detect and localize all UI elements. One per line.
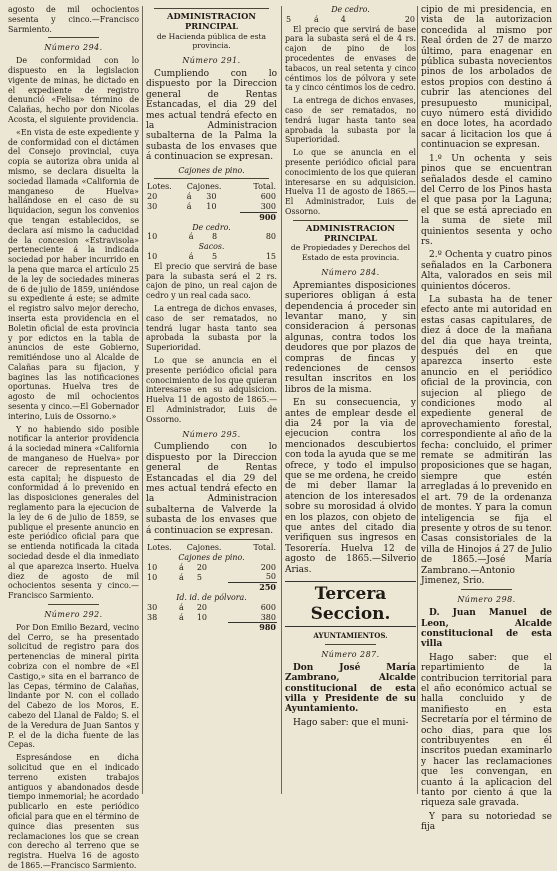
table-row: [146, 202, 277, 212]
table-cell: 380: [260, 612, 276, 622]
paragraph: Hago saber: que el muni-: [293, 717, 409, 728]
table-cell: á: [179, 612, 184, 622]
section-heading: ADMINISTRACION PRINCIPAL: [167, 11, 256, 31]
table-caption: Cajones de pino.: [178, 552, 245, 562]
table-cell: 600: [260, 192, 276, 202]
table-row: [285, 15, 416, 25]
table-cell: 10: [147, 252, 158, 262]
column-rule: [281, 6, 282, 794]
table-total: 900: [240, 212, 277, 222]
paragraph: Hago saber: que el repartimiento de la contribucion territorial para el año económico actual se halla concluido y de manifiesto en esta Secretaría por el término de ocho dias, para que los contribuyentes en él inscritos puedan examinarlo y hacer las reclamaciones que les convengan, en cuanto á la aplicacion del tanto por ciento á que la riqueza sale gravada.: [421, 652, 552, 809]
table-header: Total.: [253, 543, 276, 553]
divider: [325, 644, 376, 645]
paragraph: La subasta ha de tener efecto ante mi autoridad en estas casas capitulares, de diez á doce de la mañana del dia que haya treinta, después del en que aparezca inserto este anuncio en el periódico oficial de la provincia, con sujecion al pliego de condiciones modo al expediente general de aprovechamiento forestal, correspondiente al año de la fecha: concluido, el primer remate se admitirán las proposiciones que se hagan, siempre que estén arregladas á lo prevenido en el art. 79 de la ordenanza de montes. Y para la comun inteligencia se fija el presente y otros de su tenor. Casas consistoriales de la villa de Hinojos á 27 de Julio de 1865.—José María Zambrano.—Antonio Jimenez, Srio.: [421, 294, 552, 586]
table-cell: 4: [340, 14, 346, 24]
paragraph: El precio que servirá de base para la subasta será el de 4 rs. cajon de pino de los procedentes de envases de tabacos, un real setenta y cinco céntimos los de pólvora y sete ta y cinco céntimos los de cedro.: [285, 24, 416, 93]
table-cell: 10: [147, 572, 158, 582]
table-cell: 8: [211, 232, 218, 242]
paragraph: Lo que se anuncia en el presente periódico oficial para conocimiento de los que quieran interesarse en su adquisicion. Huelva 11 de agosto de 1865.—El Administrador, Luis de Ossorno.: [146, 355, 277, 424]
lots-table: [146, 182, 277, 222]
table-cell: 15: [265, 252, 276, 262]
table-cell: 5: [196, 572, 202, 582]
table-caption: De cedro.: [192, 222, 231, 232]
divider: [461, 589, 512, 590]
table-cell: 80: [265, 232, 276, 242]
paragraph: 1.º Un ochenta y seis pinos que se encuentran señalados desde el camino del Cerro de los Pinos hasta el que pasa por la Laguna; el que se está apreciado en la suma de siete mil quinientos sesenta y ocho rs.: [421, 153, 552, 247]
paragraph: «En vista de este expediente y de conformidad con el dictámen del Consejo provincial, cuya copia se autoriza obra unida al mismo, se declara disuelta la sociedad llamada «California de manganeso de Huelva» hallándose en el caso de su liquidacion, segun los convenios que tengan establecidos, se declara así mismo la caducidad de la concesion «Estravisola» perteneciente á la indicada sociedad por haber incurrido en la pena que marca el artículo 25 de la ley de sociedades mineras de 6 de julio de 1859, uniéndose su expediente á este; se admite el registro salvo mejor derecho, inserta esta providencia en el Boletin oficial de esta provincia y por edictos en la tabla de anuncios de este Gobierno, remitiéndose uno al Alcalde de Calañas para su fijacion, y bagines las las notificaciones oportunas. Huelva tres de agosto de mil ochocientos sesenta y cinco.—El Gobernador interino, Luis de Ossorno.»: [8, 127, 139, 421]
lots-table: [146, 563, 277, 593]
table-cell: 30: [206, 192, 217, 202]
paragraph: 2.º Ochenta y cuatro pinos señalados en la Carbonera Alta, valorados en seis mil quinientos dóceros.: [421, 250, 552, 292]
table-caption: Cajones de pino.: [178, 165, 245, 175]
table-cell: 10: [147, 232, 158, 242]
paragraph: Apremiantes disposiciones superiores obligan á esta dependencia á proceder sin levantar mano, y sin consideracion á personas algunas, contra todos los deudores que por plazos de compras de fincas y redenciones de censos resultan inscritos en los libros de la misma.: [285, 280, 416, 395]
lots-table: [146, 603, 277, 633]
section-title: Tercera Seccion.: [285, 581, 416, 627]
table-header: Cajones.: [186, 182, 222, 192]
paragraph: En su consecuencia, y antes de emplear desde el dia 24 por la via de ejecucion contra los mencionados descubiertos con toda la ayuda que se me ofrece, y todo el impulso que se me ordena, he creido de mi deber llamar la atencion de los interesados sobre su morosidad á olvido en los plazos, con objeto de que antes del citado dia verifiquen sus ingresos en Tesorería. Huelva 12 de agosto de 1865.—Silverio Arias.: [285, 398, 416, 575]
paragraph: Por Don Emilio Bezard, vecino del Cerro, se ha presentado solicitud de registro para dos pertenencias de mineral pirita cobriza con el nombre de «El Castigo,» sita en el barranco de las Cepas, término de Calañas, lindante por N. con el collado del Cabezo de los Moros, E. cabezo del Llanal de Faldo; S. el de la Veredura de Juan Santos y P. el de la dicha fuente de las Cepas.: [8, 622, 139, 750]
paragraph: Lo que se anuncia en el presente periódico oficial para conocimiento de los que quieran interesarse en su adquisicion. Huelva 11 de agosto de 1865.—El Administrador, Luis de Ossorno.: [285, 148, 416, 216]
notice-number: Número 298.: [457, 595, 516, 605]
table-row: [146, 572, 277, 582]
table-row: [146, 192, 277, 202]
table-caption: Sacos.: [198, 242, 225, 252]
lots-table: [146, 252, 277, 262]
paragraph: El precio que servirá de base para la subasta será el 2 rs. cajon de pino, un real cajon de cedro y un real cada saco.: [146, 261, 277, 301]
section-subheading: de Hacienda pública de esta provincia.: [156, 31, 267, 51]
table-row: [146, 563, 277, 573]
table-header: Cajones.: [186, 543, 222, 553]
notice-number: Número 291.: [182, 56, 241, 66]
table-total: 250: [228, 583, 277, 593]
table-cell: á: [186, 192, 192, 202]
divider: [293, 220, 408, 221]
column-3: [285, 5, 416, 794]
section-heading: ADMINISTRACION PRINCIPAL: [306, 222, 395, 243]
table-header: Total.: [253, 182, 276, 192]
column-4: [421, 5, 552, 833]
table-cell: 10: [147, 562, 158, 572]
table-cell: 30: [147, 602, 158, 612]
divider: [48, 37, 99, 38]
divider: [154, 178, 269, 179]
paragraph: cipio de mi presidencia, en vista de la autorizacion concedida al mismo por Real órden de 27 de marzo último, para enagenar en pública subasta novecientos pinos de los arbolados de estos propios con destino á cubrir las atenciones del presupuesto municipal, cuyo número está dividido en doce lotes, ha acordado sacar á licitacion los que á continuacion se expresan.: [421, 5, 552, 151]
table-header: Lotes.: [147, 543, 172, 553]
column-rule: [417, 6, 418, 794]
paragraph: Espresándose en dicha solicitud que en el indicado terreno existen trabajos antiguos y abandonados desde tiempo inmemorial; he acordado publicarlo en este periódico oficial para que en el término de quince dias presenten sus reclamaciones los que se crean con derecho al terreno que se registra. Huelva 16 de agosto de 1865.—Francisco Sarmiento.: [8, 753, 139, 870]
table-cell: 300: [260, 202, 276, 212]
paragraph: La entrega de dichos envases, caso de ser rematados, no tendrá lugar hasta tanto sea aprobada la subasta por la Superioridad.: [285, 96, 416, 145]
section-subheading: de Propiedades y Derechos del Estado de esta provincia.: [290, 243, 411, 263]
lots-table: [146, 543, 277, 553]
table-cell: á: [179, 562, 184, 572]
table-cell: á: [314, 14, 319, 24]
column-1: [8, 5, 139, 870]
paragraph: De conformidad con lo dispuesto en la legislacion vigente de minas, he dictado en el expediente de registro denunció «Felisa» término de Calañas, hecho por don Nicolas Acosta, el siguiente providencia.: [8, 56, 139, 124]
table-cell: 10: [196, 612, 208, 622]
lots-table: [146, 232, 277, 242]
table-row: [146, 613, 277, 623]
paragraph: Cumpliendo con lo dispuesto por la Direccion general de Rentas Estancadas el dia 29 del mes actual tendrá efecto en la Administracion subalterna de Valverde la subasta de los envases que á continuacion se expresan.: [146, 442, 277, 536]
table-cell: á: [188, 252, 194, 262]
table-caption: Id. id. de pólvora.: [176, 593, 247, 602]
paragraph: Cumpliendo con lo dispuesto por la Direccion general de Rentas Estancadas, el dia 29 del mes actual tendrá efecto en la Administracion subalterna de la Palma la subasta de los envases que á continuacion se expresan.: [146, 68, 277, 163]
table-cell: 20: [404, 14, 415, 24]
notice-number: Número 284.: [321, 267, 380, 277]
table-cell: á: [186, 202, 192, 212]
table-row: [146, 252, 277, 262]
paragraph: La entrega de dichos envases, caso de ser rematados, no tendrá lugar hasta tanto sea aprobada la subasta por la Superioridad.: [146, 304, 277, 353]
lots-table: [285, 15, 416, 25]
paragraph: D. Juan Manuel de Leon, Alcalde constitucional de esta villa: [421, 608, 552, 650]
table-row: [146, 232, 277, 242]
paragraph: Don José María Zambrano, Alcalde constitucional de esta villa y Presidente de su Ayuntamiento.: [285, 662, 416, 715]
table-total: 980: [228, 623, 277, 633]
section-heading: AYUNTAMIENTOS.: [313, 631, 388, 641]
divider: [48, 604, 99, 605]
notice-number: Número 295.: [182, 429, 241, 439]
paragraph: Y para su notoriedad se fija: [421, 811, 552, 833]
table-cell: á: [188, 232, 194, 242]
paragraph: agosto de mil ochocientos sesenta y cinco.—Francisco Sarmiento.: [8, 5, 139, 34]
notice-number: Número 287.: [321, 649, 380, 659]
notice-number: Número 294.: [44, 43, 103, 53]
table-cell: 38: [147, 612, 158, 622]
paragraph: Y no habiendo sido posible notificar la anterior providencia á la sociedad minera «California de manganeso de Huelva» por carecer de representante en esta capital; he dispuesto de conformidad á lo prevenido en las disposiciones generales del reglamento para la ejecucion de la ley de 6 de julio de 1859, se publique el presente anuncio en este periódico oficial para que se entienda notificada la citada sociedad desde el dia inmediato al que aparezca inserto. Huelva diez de agosto de mil ochocientos sesenta y cinco.—Francisco Sarmiento.: [8, 424, 139, 601]
table-cell: 10: [206, 202, 217, 212]
table-cell: 20: [196, 562, 208, 572]
table-cell: 20: [147, 192, 158, 202]
divider: [154, 8, 269, 9]
table-cell: 5: [211, 252, 218, 262]
notice-number: Número 292.: [44, 610, 103, 620]
table-cell: á: [179, 572, 184, 582]
table-row: [146, 603, 277, 613]
divider: [154, 539, 269, 540]
table-cell: 30: [147, 202, 158, 212]
table-cell: 5: [286, 14, 292, 24]
column-rule: [142, 6, 143, 794]
column-2: [146, 5, 277, 794]
table-cell: 50: [265, 572, 276, 582]
table-cell: á: [179, 602, 184, 612]
table-caption: De cedro.: [331, 5, 370, 14]
table-cell: 600: [260, 602, 276, 612]
table-header: Lotes.: [147, 182, 172, 192]
table-cell: 200: [260, 562, 276, 572]
table-cell: 20: [196, 602, 208, 612]
